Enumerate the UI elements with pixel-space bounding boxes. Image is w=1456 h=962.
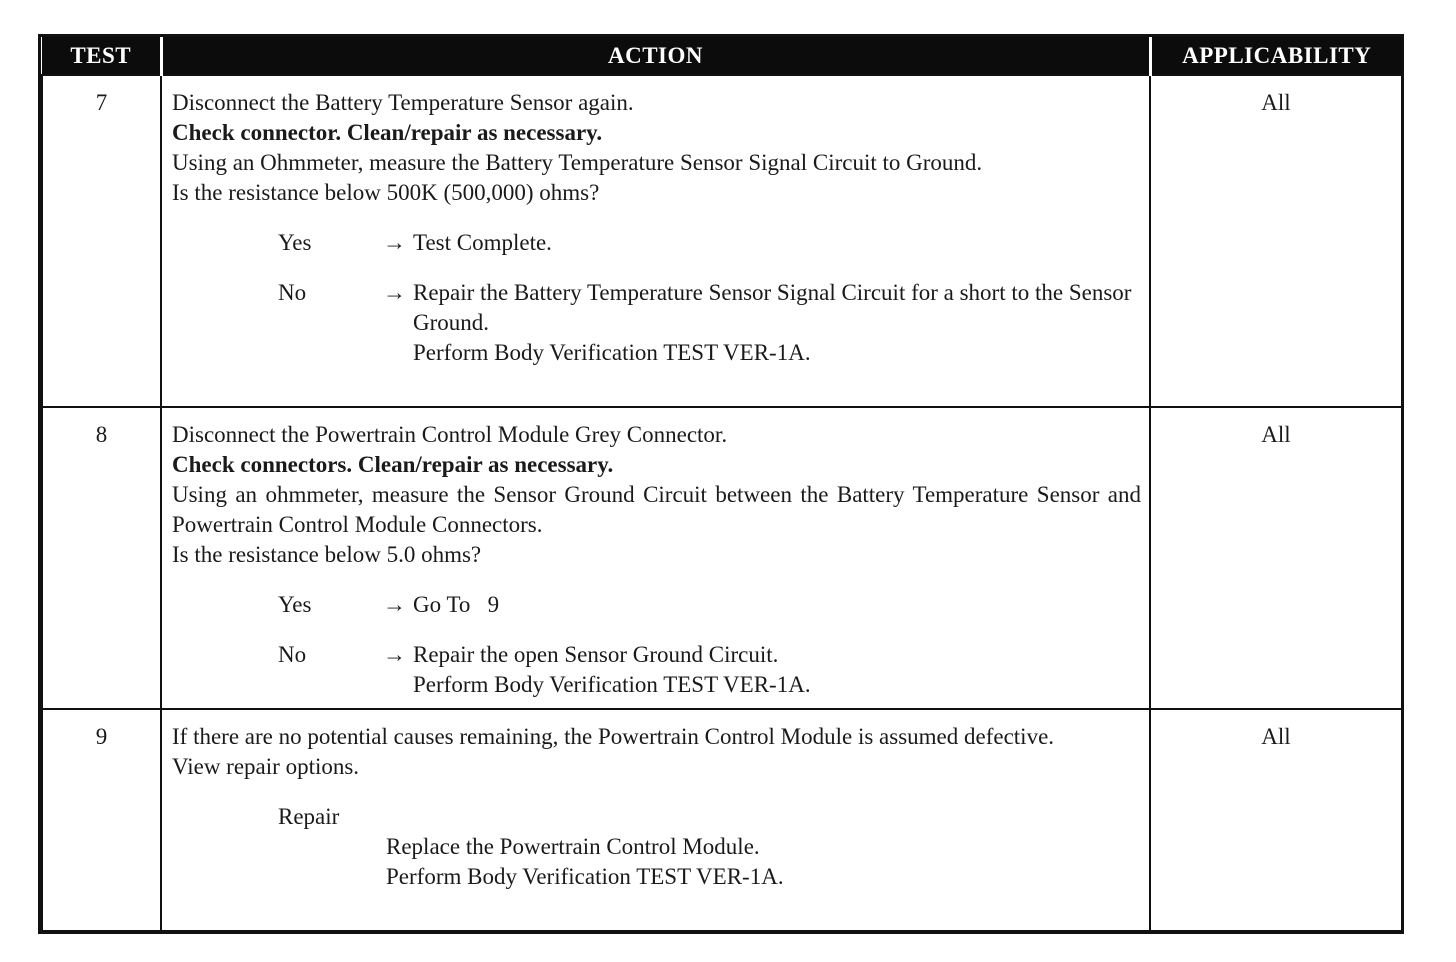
diagnostic-table	[38, 34, 1404, 934]
action-cell	[161, 407, 1150, 709]
action-step-bold: Check connector. Clean/repair as necessary.	[172, 120, 603, 145]
test-row-7	[42, 75, 1402, 407]
no-branch	[278, 640, 1141, 700]
header-row	[42, 37, 1402, 75]
yes-branch	[278, 228, 1141, 258]
arrow-icon: →	[383, 642, 406, 667]
yes-label: Yes	[278, 230, 312, 255]
applicability: All	[1150, 407, 1402, 709]
test-number: 7	[42, 75, 161, 407]
repair-step: Perform Body Verification TEST VER-1A.	[386, 864, 784, 889]
test-number: 8	[42, 407, 161, 709]
action-question: Is the resistance below 5.0 ohms?	[172, 542, 482, 567]
no-label: No	[278, 280, 307, 305]
action-step: Disconnect the Powertrain Control Module Grey Connector.	[172, 422, 728, 447]
yes-branch	[278, 590, 1141, 620]
action-cell	[161, 75, 1150, 407]
test-table	[41, 37, 1403, 932]
applicability: All	[1150, 709, 1402, 931]
action-step: Using an Ohmmeter, measure the Battery Temperature Sensor Signal Circuit to Ground.	[172, 150, 983, 175]
test-row-9	[42, 709, 1402, 931]
arrow-icon: →	[383, 280, 406, 305]
action-step: View repair options.	[172, 754, 360, 779]
arrow-icon: →	[383, 592, 406, 617]
test-number: 9	[42, 709, 161, 931]
repair-steps	[386, 832, 1141, 892]
no-result-line: Repair the Battery Temperature Sensor Signal Circuit for a short to the Sensor Ground.	[413, 280, 1132, 335]
yes-result: Go To 9	[413, 592, 500, 617]
action-step: Disconnect the Battery Temperature Sensor again.	[172, 90, 634, 115]
yes-label: Yes	[278, 592, 312, 617]
no-result-line: Perform Body Verification TEST VER-1A.	[413, 672, 811, 697]
no-result	[413, 640, 1141, 700]
repair-step: Replace the Powertrain Control Module.	[386, 834, 760, 859]
header-applicability: APPLICABILITY	[1150, 37, 1402, 75]
action-question: Is the resistance below 500K (500,000) ohms?	[172, 180, 600, 205]
arrow-icon: →	[383, 230, 406, 255]
action-step-bold: Check connectors. Clean/repair as necessary.	[172, 452, 614, 477]
no-result-line: Repair the open Sensor Ground Circuit.	[413, 642, 779, 667]
action-step: Using an ohmmeter, measure the Sensor Ground Circuit between the Battery Temperature Sensor and Powertrain Control Module Connectors.	[172, 482, 1141, 537]
yes-result: Test Complete.	[413, 230, 552, 255]
applicability: All	[1150, 75, 1402, 407]
no-result-line: Perform Body Verification TEST VER-1A.	[413, 340, 811, 365]
action-cell	[161, 709, 1150, 931]
no-label: No	[278, 642, 307, 667]
header-test: TEST	[42, 37, 161, 75]
header-action: ACTION	[161, 37, 1150, 75]
test-row-8	[42, 407, 1402, 709]
repair-label: Repair	[278, 804, 340, 829]
no-result	[413, 278, 1141, 368]
no-branch	[278, 278, 1141, 368]
action-step: If there are no potential causes remaining, the Powertrain Control Module is assumed defective.	[172, 724, 1055, 749]
